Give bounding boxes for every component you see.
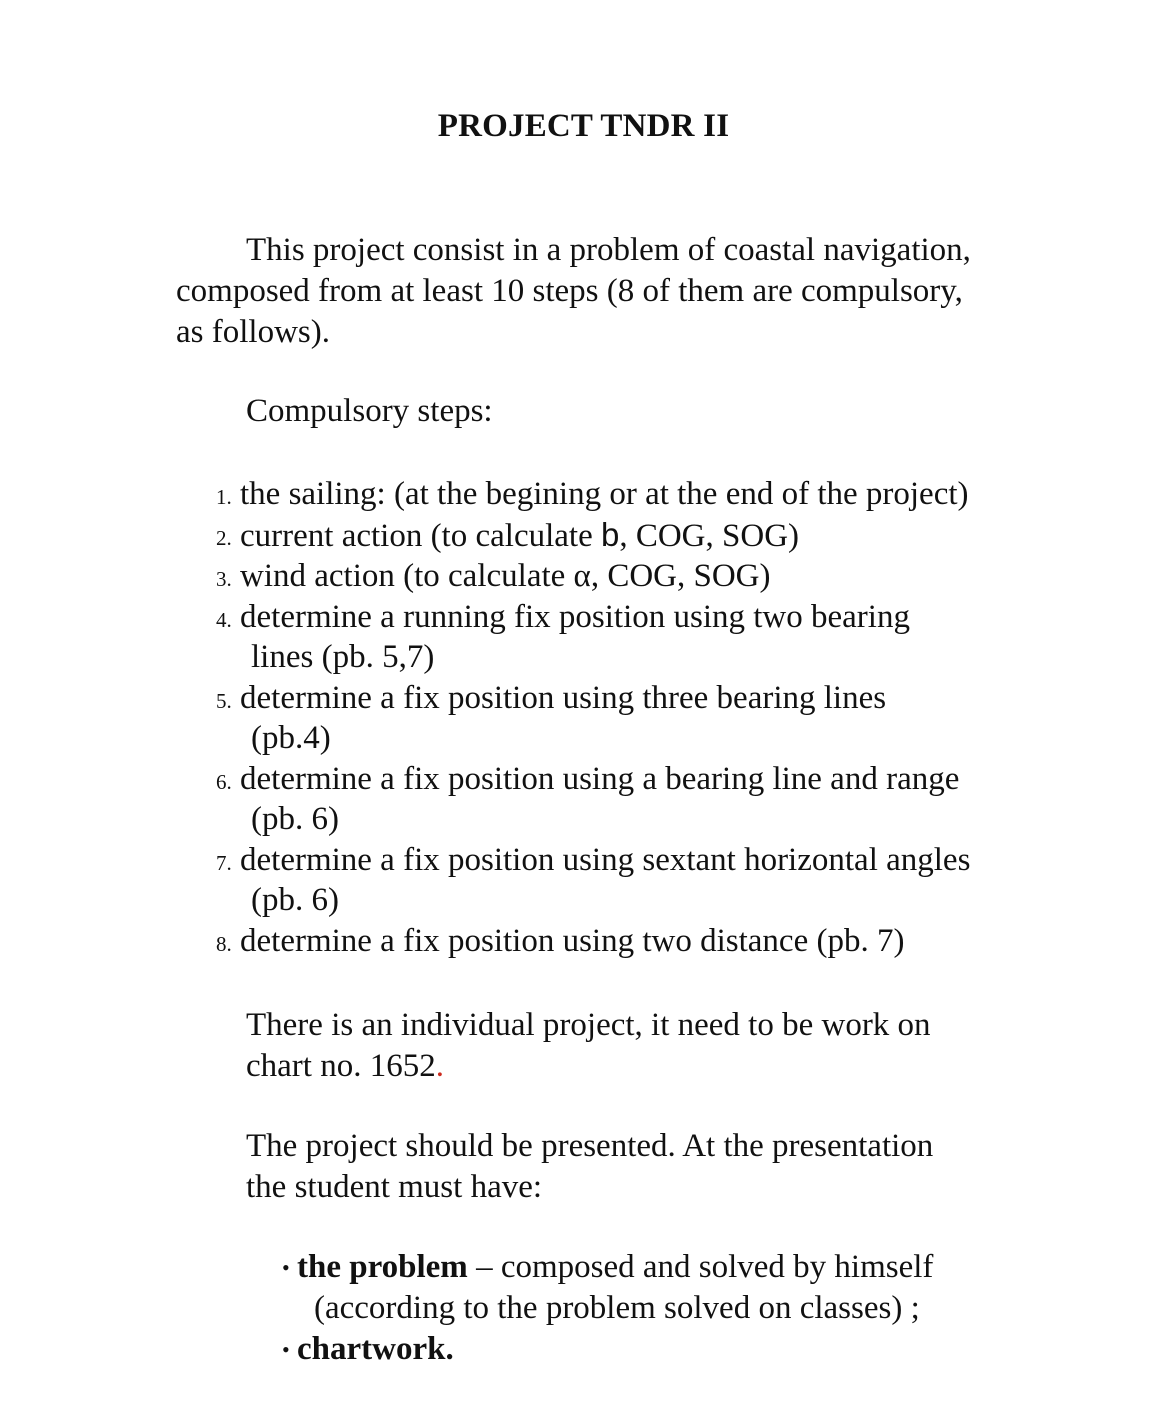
step-number: 2.	[216, 525, 232, 550]
step-item-8	[216, 921, 1046, 962]
presentation-line-1: The project should be presented. At the presentation	[246, 1128, 934, 1164]
step-continuation: (pb. 6)	[251, 801, 339, 837]
bullet-icon: •	[282, 1255, 290, 1280]
step-number: 6.	[216, 769, 232, 794]
requirements-list	[282, 1247, 1042, 1370]
step-text: the sailing: (at the begining or at the end of the project)	[240, 476, 969, 512]
step-item-5	[216, 678, 1046, 759]
step-item-6	[216, 759, 1046, 840]
step-continuation: lines (pb. 5,7)	[251, 639, 435, 675]
step-text: wind action (to calculate α, COG, SOG)	[240, 558, 771, 594]
bullet-icon: •	[282, 1337, 290, 1362]
steps-heading: Compulsory steps:	[246, 393, 493, 429]
step-text: determine a fix position using sextant horizontal angles	[240, 841, 971, 878]
chart-paragraph-line-2: chart no. 1652	[246, 1048, 436, 1084]
requirement-item-1	[282, 1247, 1042, 1329]
step-number: 7.	[216, 850, 232, 875]
requirement-bold: the problem	[297, 1249, 468, 1285]
step-number: 5.	[216, 688, 232, 713]
step-continuation: (pb.4)	[251, 720, 331, 756]
step-number: 3.	[216, 567, 232, 591]
requirement-item-2	[282, 1329, 1042, 1370]
red-period: .	[435, 1048, 444, 1084]
chart-paragraph-line-1: There is an individual project, it need to be work on	[246, 1007, 931, 1043]
presentation-paragraph	[246, 1126, 1046, 1208]
compulsory-steps-list	[216, 474, 1046, 961]
step-text-tail: , COG, SOG)	[619, 517, 800, 554]
requirement-text: – composed and solved by himself	[467, 1249, 934, 1285]
step-text: determine a fix position using three bearing lines	[240, 679, 887, 716]
presentation-line-2: the student must have:	[246, 1169, 543, 1205]
step-text: determine a running fix position using two bearing	[240, 598, 910, 635]
step-number: 1.	[216, 485, 232, 509]
step-item-7	[216, 840, 1046, 921]
intro-line-2: composed from at least 10 steps (8 of them are compulsory,	[176, 273, 963, 309]
step-item-4	[216, 597, 1046, 678]
intro-line-1: This project consist in a problem of coastal navigation,	[246, 232, 971, 268]
step-text: determine a fix position using a bearing line and range	[240, 760, 960, 797]
chart-paragraph	[246, 1005, 1046, 1087]
intro-line-3: as follows).	[176, 314, 330, 350]
step-continuation: (pb. 6)	[251, 882, 339, 918]
requirement-bold: chartwork.	[297, 1331, 454, 1367]
step-text: current action (to calculate	[240, 517, 601, 554]
step-text: determine a fix position using two distance (pb. 7)	[240, 922, 905, 959]
step-symbol: b	[600, 515, 620, 553]
step-item-3	[216, 556, 1046, 597]
step-number: 8.	[216, 931, 232, 956]
intro-paragraph	[176, 230, 1036, 353]
requirement-continuation: (according to the problem solved on classes) ;	[314, 1290, 920, 1326]
step-item-2	[216, 515, 1046, 557]
step-number: 4.	[216, 607, 232, 632]
step-item-1	[216, 474, 1046, 515]
document-title: PROJECT TNDR II	[437, 108, 730, 144]
